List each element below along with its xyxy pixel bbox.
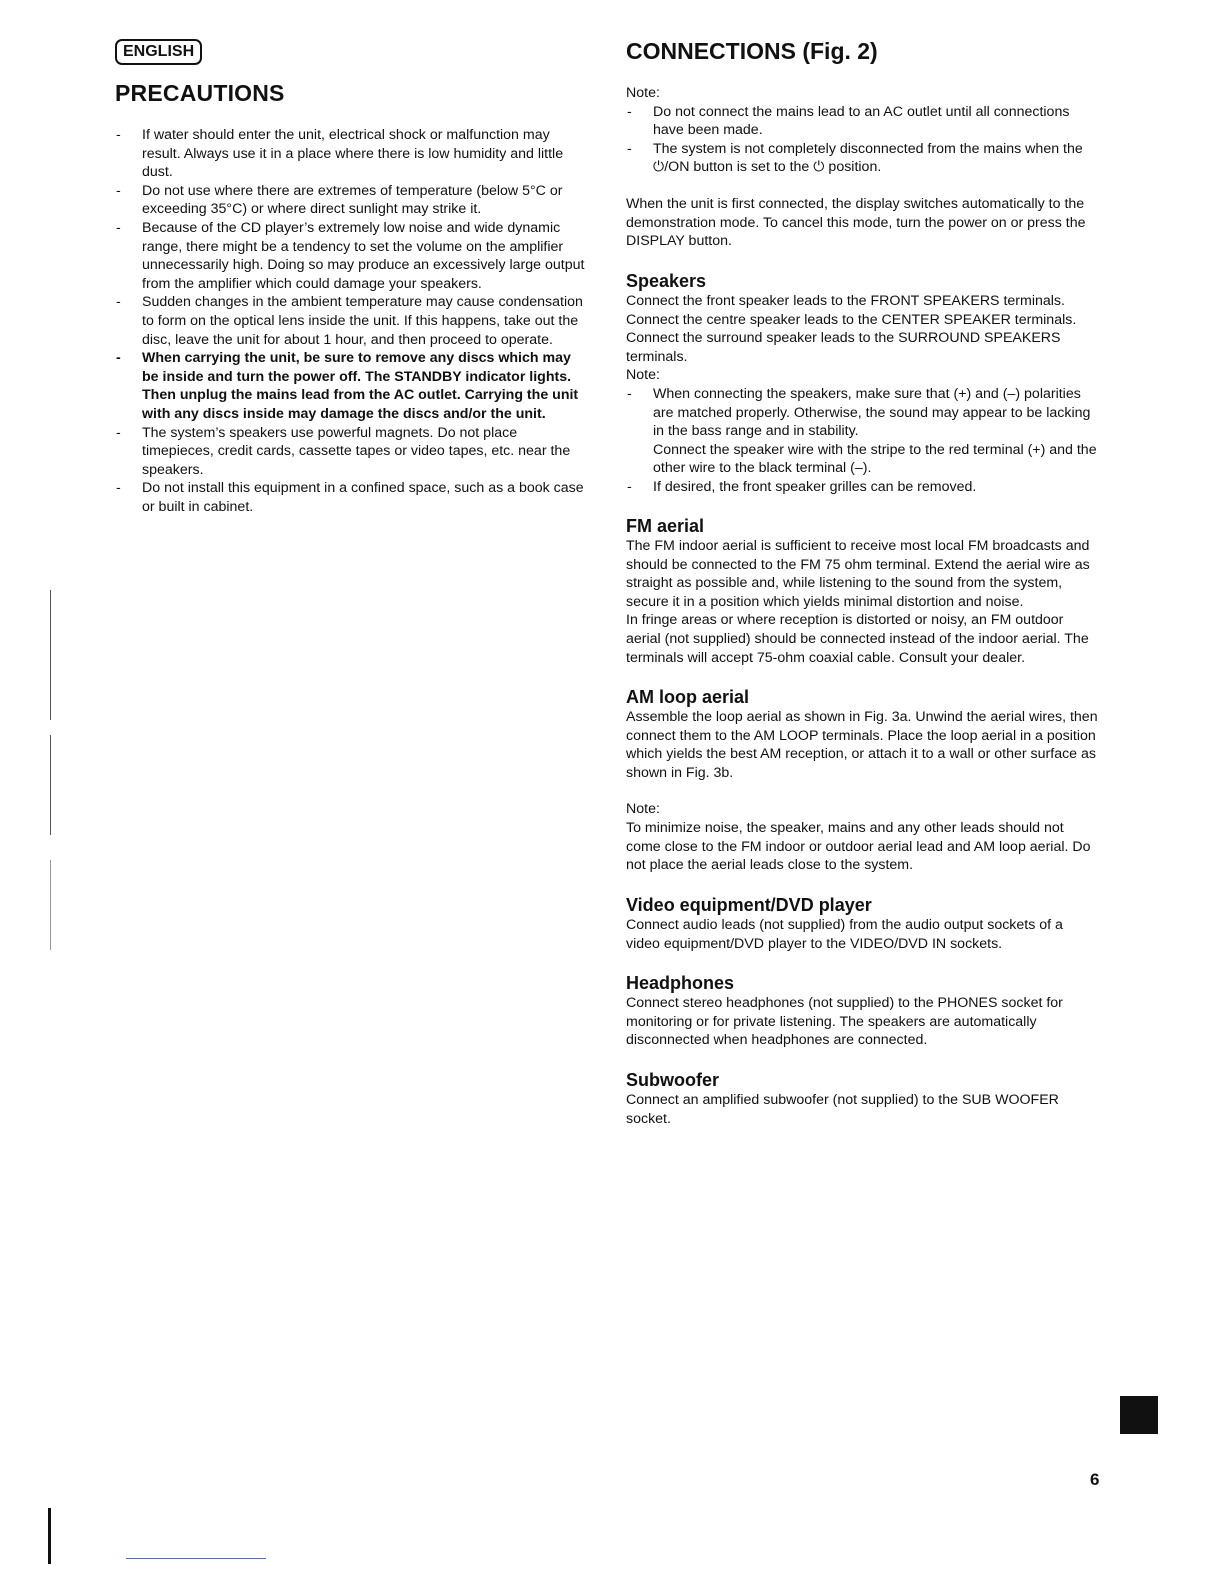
video-heading: Video equipment/DVD player [626,895,872,915]
subwoofer-section [626,1069,1100,1128]
note-item: - Do not connect the mains lead to an AC outlet until all connections have been made. [626,103,1100,140]
am-aerial-section [626,686,1100,875]
connections-title: CONNECTIONS (Fig. 2) [626,38,878,64]
speakers-line: Connect the centre speaker leads to the CENTER SPEAKER terminals. [626,311,1077,328]
scan-margin-line [50,590,51,720]
precaution-item: - Because of the CD player’s extremely low noise and wide dynamic range, there might be a tendency to set the volume on the amplifier unnecessarily high. Doing so may produce an excessively large output from the amplifier which could damage your speakers. [115,219,587,293]
scan-edge-mark [48,1508,51,1564]
precaution-item: - If water should enter the unit, electrical shock or malfunction may result. Always use it in a place where there is low humidity and little dust. [115,126,587,182]
scan-margin-line [50,735,51,835]
am-aerial-note: To minimize noise, the speaker, mains and any other leads should not come close to the FM indoor or outdoor aerial lead and AM loop aerial. Do not place the aerial leads close to the system. [626,819,1091,874]
language-badge: ENGLISH [115,39,202,65]
fm-aerial-paragraph: In fringe areas or where reception is distorted or noisy, an FM outdoor aerial (not supplied) should be connected instead of the indoor aerial. The terminals will accept 75-ohm coaxial cable. Consult your dealer. [626,612,1089,666]
connections-intro [626,84,1100,251]
am-aerial-paragraph: Assemble the loop aerial as shown in Fig. 3a. Unwind the aerial wires, then connect them to the AM LOOP terminals. Place the loop aerial in a position which yields the best AM reception, or attach it to a wall or other surface as shown in Fig. 3b. [626,709,1098,781]
speakers-line: Connect the front speaker leads to the FRONT SPEAKERS terminals. [626,293,1065,309]
headphones-section [626,972,1100,1050]
video-section [626,894,1100,953]
note-label: Note: [626,801,660,818]
precaution-item-warning: - When carrying the unit, be sure to remove any discs which may be inside and turn the power off. The STANDBY indicator lights. Then unplug the mains lead from the AC outlet. Carrying the unit with any discs inside may damage the discs and/or the unit. [115,349,587,423]
fm-aerial-section [626,515,1100,667]
demo-mode-paragraph: When the unit is first connected, the display switches automatically to the demonstration mode. To cancel this mode, turn the power on or press the DISPLAY button. [626,195,1086,250]
subwoofer-paragraph: Connect an amplified subwoofer (not supplied) to the SUB WOOFER socket. [626,1092,1059,1127]
precaution-item: - Sudden changes in the ambient temperature may cause condensation to form on the optical lens inside the unit. If this happens, take out the disc, leave the unit for about 1 hour, and then proceed to operate. [115,293,587,349]
note-item: - The system is not completely disconnected from the mains when the ⏻/ON button is set to the ⏻ position. [626,140,1100,177]
fm-aerial-heading: FM aerial [626,516,705,536]
fm-aerial-paragraph: The FM indoor aerial is sufficient to receive most local FM broadcasts and should be connected to the FM 75 ohm terminal. Extend the aerial wire as straight as possible and, while listening to the sound from the system, secure it in a position which yields minimal distortion and noise. [626,538,1090,610]
precautions-title: PRECAUTIONS [115,80,285,106]
note-item [626,385,1100,478]
am-aerial-heading: AM loop aerial [626,687,750,707]
intro-notes [626,103,1100,177]
headphones-heading: Headphones [626,973,735,993]
note-item-text: When connecting the speakers, make sure that (+) and (–) polarities are matched properly. Otherwise, the sound may appear to be lacking in the bass range and in stability. [653,385,1091,440]
precautions-list [115,126,587,516]
note-label: Note: [626,367,660,384]
page-number: 6 [1090,1470,1100,1489]
scan-margin-line [50,860,51,950]
subwoofer-heading: Subwoofer [626,1070,719,1090]
precaution-item: - Do not use where there are extremes of temperature (below 5°C or exceeding 35°C) or where direct sunlight may strike it. [115,182,587,219]
speakers-line: Connect the surround speaker leads to the SURROUND SPEAKERS terminals. [626,330,1061,365]
bottom-rule [126,1558,266,1559]
precaution-item: - The system’s speakers use powerful magnets. Do not place timepieces, credit cards, cassette tapes or video tapes, etc. near the speakers. [115,424,587,480]
speakers-notes [626,385,1100,497]
speakers-heading: Speakers [626,271,707,291]
page-tab-marker [1120,1396,1158,1434]
speakers-section [626,270,1100,497]
note-label: Note: [626,85,660,101]
note-item: - If desired, the front speaker grilles can be removed. [626,478,1100,497]
video-paragraph: Connect audio leads (not supplied) from the audio output sockets of a video equipment/DVD player to the VIDEO/DVD IN sockets. [626,917,1063,952]
precaution-item: - Do not install this equipment in a confined space, such as a book case or built in cabinet. [115,479,587,516]
note-item-text: Connect the speaker wire with the stripe to the red terminal (+) and the other wire to the black terminal (–). [653,441,1097,477]
headphones-paragraph: Connect stereo headphones (not supplied) to the PHONES socket for monitoring or for private listening. The speakers are automatically disconnected when headphones are connected. [626,995,1063,1049]
